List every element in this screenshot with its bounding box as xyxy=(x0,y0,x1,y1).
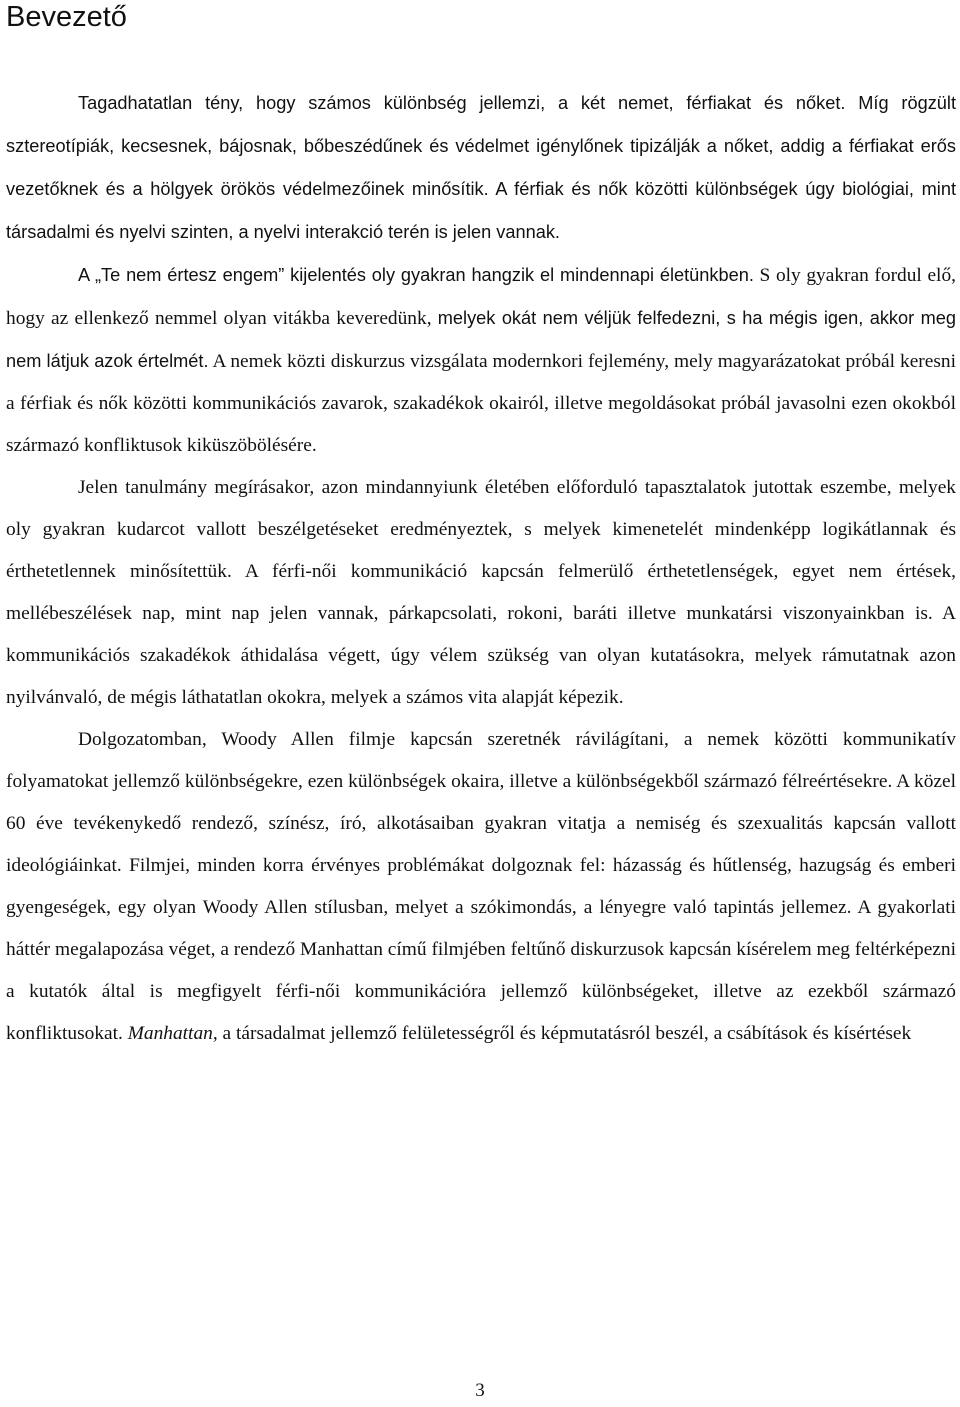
paragraph-3-text-b: A férfi-női kommunikáció kapcsán felmerülő érthetetlenségek, egyet nem értések, mellébeszélések nap, mint nap jelen vannak, párkapcsolati, rokoni, baráti illetve munkatársi viszonyainkban is. A kommunikációs szakadékok áthidalása végett, úgy vélem szükség van olyan kutatásokra, melyek rámutatnak azon nyilvánvaló, de mégis láthatatlan okokra, melyek a számos vita alapját képezik. xyxy=(6,561,956,708)
paragraph-1-text: Tagadhatatlan tény, hogy számos különbség jellemzi, a két nemet, férfiakat és nőket. Míg rögzült sztereotípiák, kecsesnek, bájosnak, bőbeszédűnek és védelmet igénylőnek tipizálják a nőket, addig a férfiakat erős vezetőknek és a hölgyek örökös védelmezőinek minősítik. A férfiak és nők közötti különbségek úgy biológiai, mint társadalmi és nyelvi szinten, a nyelvi interakció terén is jelen vannak. xyxy=(6,93,956,242)
paragraph-2 xyxy=(6,254,956,467)
paragraph-2-quote-sentence: A „Te nem értesz engem” kijelentés oly gyakran hangzik el mindennapi életünkben. xyxy=(78,265,754,285)
paragraph-1 xyxy=(6,82,956,254)
document-body xyxy=(6,82,956,1055)
paragraph-4-text-a: Dolgozatomban, Woody Allen filmje kapcsán szeretnék rávilágítani, a nemek közötti kommunikatív folyamatokat jellemző különbségekre, ezen különbségek okaira, illetve a különbségekből származó félreértésekre. xyxy=(6,729,956,792)
paragraph-3-text-a: Jelen tanulmány megírásakor, azon mindannyiunk életében előforduló tapasztalatok jutottak eszembe, melyek oly gyakran kudarcot vallott beszélgetéseket eredményeztek, s melyek kimenetelét mindenképp logikátlannak és érthetetlennek minősítettük. xyxy=(6,477,956,582)
paragraph-4-text-d: , a társadalmat jellemző felületességről és képmutatásról beszél, a csábítások és kísértések xyxy=(212,1023,912,1044)
paragraph-4-text-c: A gyakorlati háttér megalapozása véget, a rendező Manhattan című filmjében feltűnő diskurzusok kapcsán kísérelem meg feltérképezni a kutatók által is megfigyelt férfi-női kommunikációra jellemző különbségeket, illetve az ezekből származó konfliktusokat. xyxy=(6,897,957,1044)
paragraph-3 xyxy=(6,467,956,719)
paragraph-2-text-c: A nemek közti diskurzus vizsgálata modernkori fejlemény, mely magyarázatokat próbál keresni a férfiak és nők közötti kommunikációs zavarok, szakadékok okairól, illetve megoldásokat próbál javasolni ezen okokból származó konfliktusok kiküszöbölésére. xyxy=(6,351,956,456)
page-title: Bevezető xyxy=(6,1,127,33)
paragraph-2-text-a: S oly gyakran fordul elő, hogy az ellenkező nemmel olyan vitákba keveredünk, xyxy=(6,265,956,329)
paragraph-2-text-b: melyek okát nem véljük felfedezni, s ha mégis igen, akkor meg nem látjuk azok értelmét. xyxy=(6,308,957,371)
page-number: 3 xyxy=(475,1380,485,1401)
film-title-italic: Manhattan xyxy=(127,1023,213,1044)
paragraph-4-text-b: A közel 60 éve tevékenykedő rendező, színész, író, alkotásaiban gyakran vitatja a nemiség és szexualitás kapcsán vallott ideológiáinkat. Filmjei, minden korra érvényes problémákat dolgoznak fel: házasság és hűtlenség, hazugság és emberi gyengeségek, egy olyan Woody Allen stílusban, melyet a szókimondás, a lényegre való tapintás jellemez. xyxy=(6,771,956,918)
paragraph-4 xyxy=(6,719,956,1055)
